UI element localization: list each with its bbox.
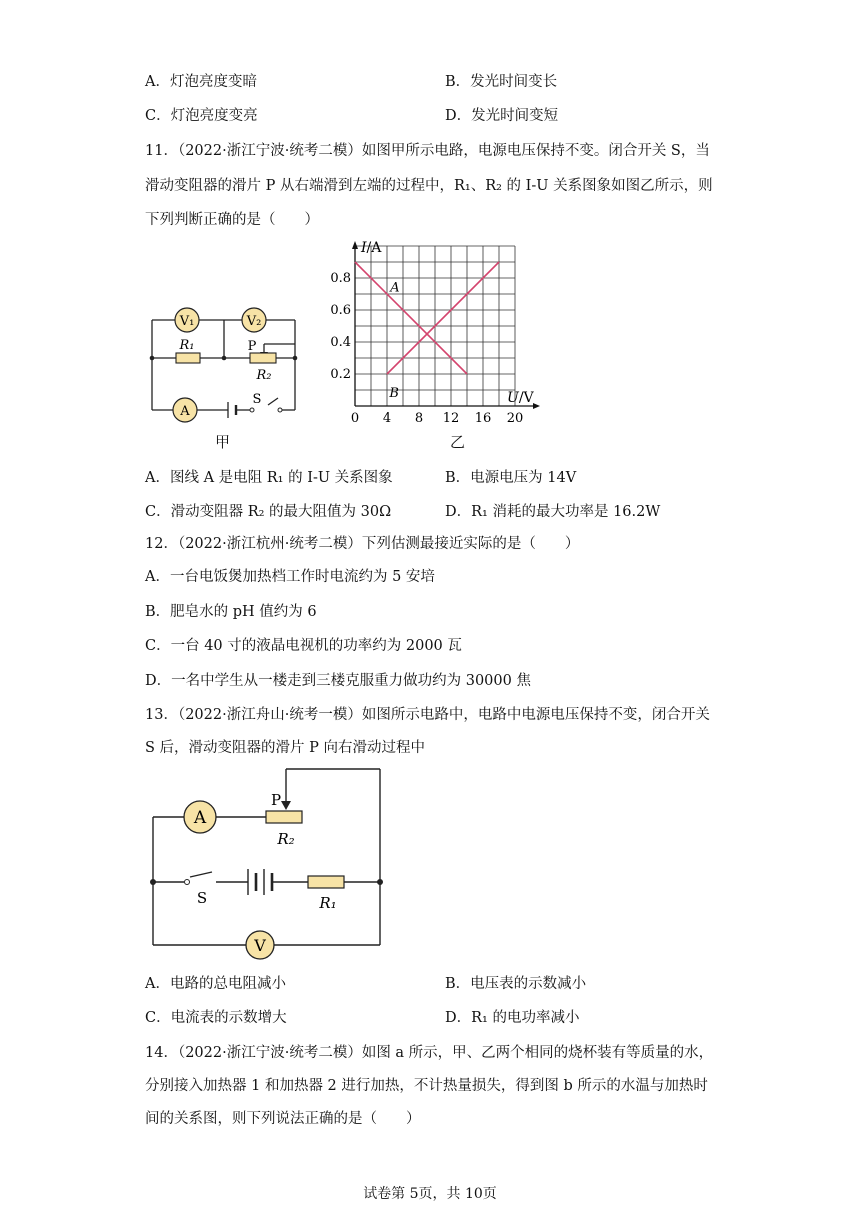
q14-stem-line3: 间的关系图，则下列说法正确的是（ ） (145, 1111, 421, 1127)
q13-option-d: D．R₁ 的电功率减小 (445, 1010, 580, 1026)
y-tick-label: 0.2 (330, 367, 351, 382)
slider-p-label: P (247, 339, 257, 354)
q13-circuit-diagram (140, 765, 400, 965)
q10-option-b: B．发光时间变长 (445, 74, 558, 90)
r1-label: R₁ (179, 338, 195, 353)
y-axis-label: I/A (361, 240, 382, 256)
q12-option-b: B．肥皂水的 pH 值约为 6 (145, 604, 317, 620)
q12-stem: 12．（2022·浙江杭州·统考二模）下列估测最接近实际的是（ ） (145, 536, 580, 552)
q11-option-b: B．电源电压为 14V (445, 470, 577, 486)
series-line-a (355, 262, 467, 374)
series-label-b: B (389, 386, 399, 402)
x-axis-label: U/V (507, 390, 534, 406)
q11-option-a: A．图线 A 是电阻 R₁ 的 I-U 关系图象 (145, 470, 393, 486)
q14-stem-line1: 14．（2022·浙江宁波·统考二模）如图 a 所示，甲、乙两个相同的烧杯装有等质量的水， (145, 1045, 714, 1061)
q13-option-b: B．电压表的示数减小 (445, 976, 587, 992)
q12-option-a: A．一台电饭煲加热档工作时电流约为 5 安培 (145, 569, 435, 585)
page-footer: 试卷第 5页，共 10页 (363, 1186, 497, 1202)
x-tick-label: 12 (442, 411, 460, 426)
q13-option-c: C．电流表的示数增大 (145, 1010, 287, 1026)
q13-r2-label: R₂ (277, 830, 295, 848)
x-tick-label: 20 (506, 411, 524, 426)
q10-option-c: C．灯泡亮度变亮 (145, 108, 258, 124)
q10-option-a: A．灯泡亮度变暗 (145, 74, 257, 90)
q11-stem-line2: 滑动变阻器的滑片 P 从右端滑到左端的过程中，R₁、R₂ 的 I-U 关系图象如图乙所示，则 (145, 178, 713, 194)
q13-voltmeter-label: V (254, 936, 266, 955)
q13-stem-line1: 13．（2022·浙江舟山·统考一模）如图所示电路中，电路中电源电压保持不变，闭合开关 (145, 707, 710, 723)
y-tick-label: 0.4 (330, 335, 351, 350)
iu-chart (325, 238, 540, 430)
fig-yi-caption: 乙 (450, 433, 466, 451)
x-tick-label: 8 (414, 411, 424, 426)
q11-stem-line1: 11．（2022·浙江宁波·统考二模）如图甲所示电路，电源电压保持不变。闭合开关 S，当 (145, 143, 710, 159)
y-tick-label: 0.8 (330, 271, 351, 286)
q13-stem-line2: S 后，滑动变阻器的滑片 P 向右滑动过程中 (145, 740, 426, 756)
q10-option-d: D．发光时间变短 (445, 108, 559, 124)
q11-option-c: C．滑动变阻器 R₂ 的最大阻值为 30Ω (145, 504, 392, 520)
series-line-b (387, 262, 499, 374)
q11-option-d: D．R₁ 消耗的最大功率是 16.2W (445, 504, 661, 520)
y-tick-label: 0.6 (330, 303, 351, 318)
r2-label: R₂ (256, 368, 272, 383)
y-axis-arrow (352, 241, 358, 249)
v2-meter-label: V₂ (246, 314, 262, 329)
ammeter-label: A (180, 404, 190, 419)
q11-stem-line3: 下列判断正确的是（ ） (145, 212, 319, 228)
q13-switch-s-label: S (196, 889, 208, 907)
v1-meter-label: V₁ (179, 314, 195, 329)
q12-option-c: C．一台 40 寸的液晶电视机的功率约为 2000 瓦 (145, 638, 462, 654)
x-tick-label: 4 (382, 411, 392, 426)
q13-ammeter-label: A (193, 808, 207, 828)
x-tick-label: 16 (474, 411, 492, 426)
x-axis-arrow (533, 403, 540, 409)
q12-option-d: D．一名中学生从一楼走到三楼克服重力做功约为 30000 焦 (145, 673, 531, 689)
fig-jia-caption: 甲 (215, 433, 231, 451)
q13-slider-p-label: P (270, 791, 282, 809)
x-tick-label: 0 (350, 411, 360, 426)
q13-option-a: A．电路的总电阻减小 (145, 976, 286, 992)
series-label-a: A (390, 280, 400, 296)
q13-r1-label: R₁ (319, 894, 337, 912)
switch-s-label: S (252, 392, 262, 407)
q14-stem-line2: 分别接入加热器 1 和加热器 2 进行加热，不计热量损失，得到图 b 所示的水温与加热时 (145, 1078, 708, 1094)
